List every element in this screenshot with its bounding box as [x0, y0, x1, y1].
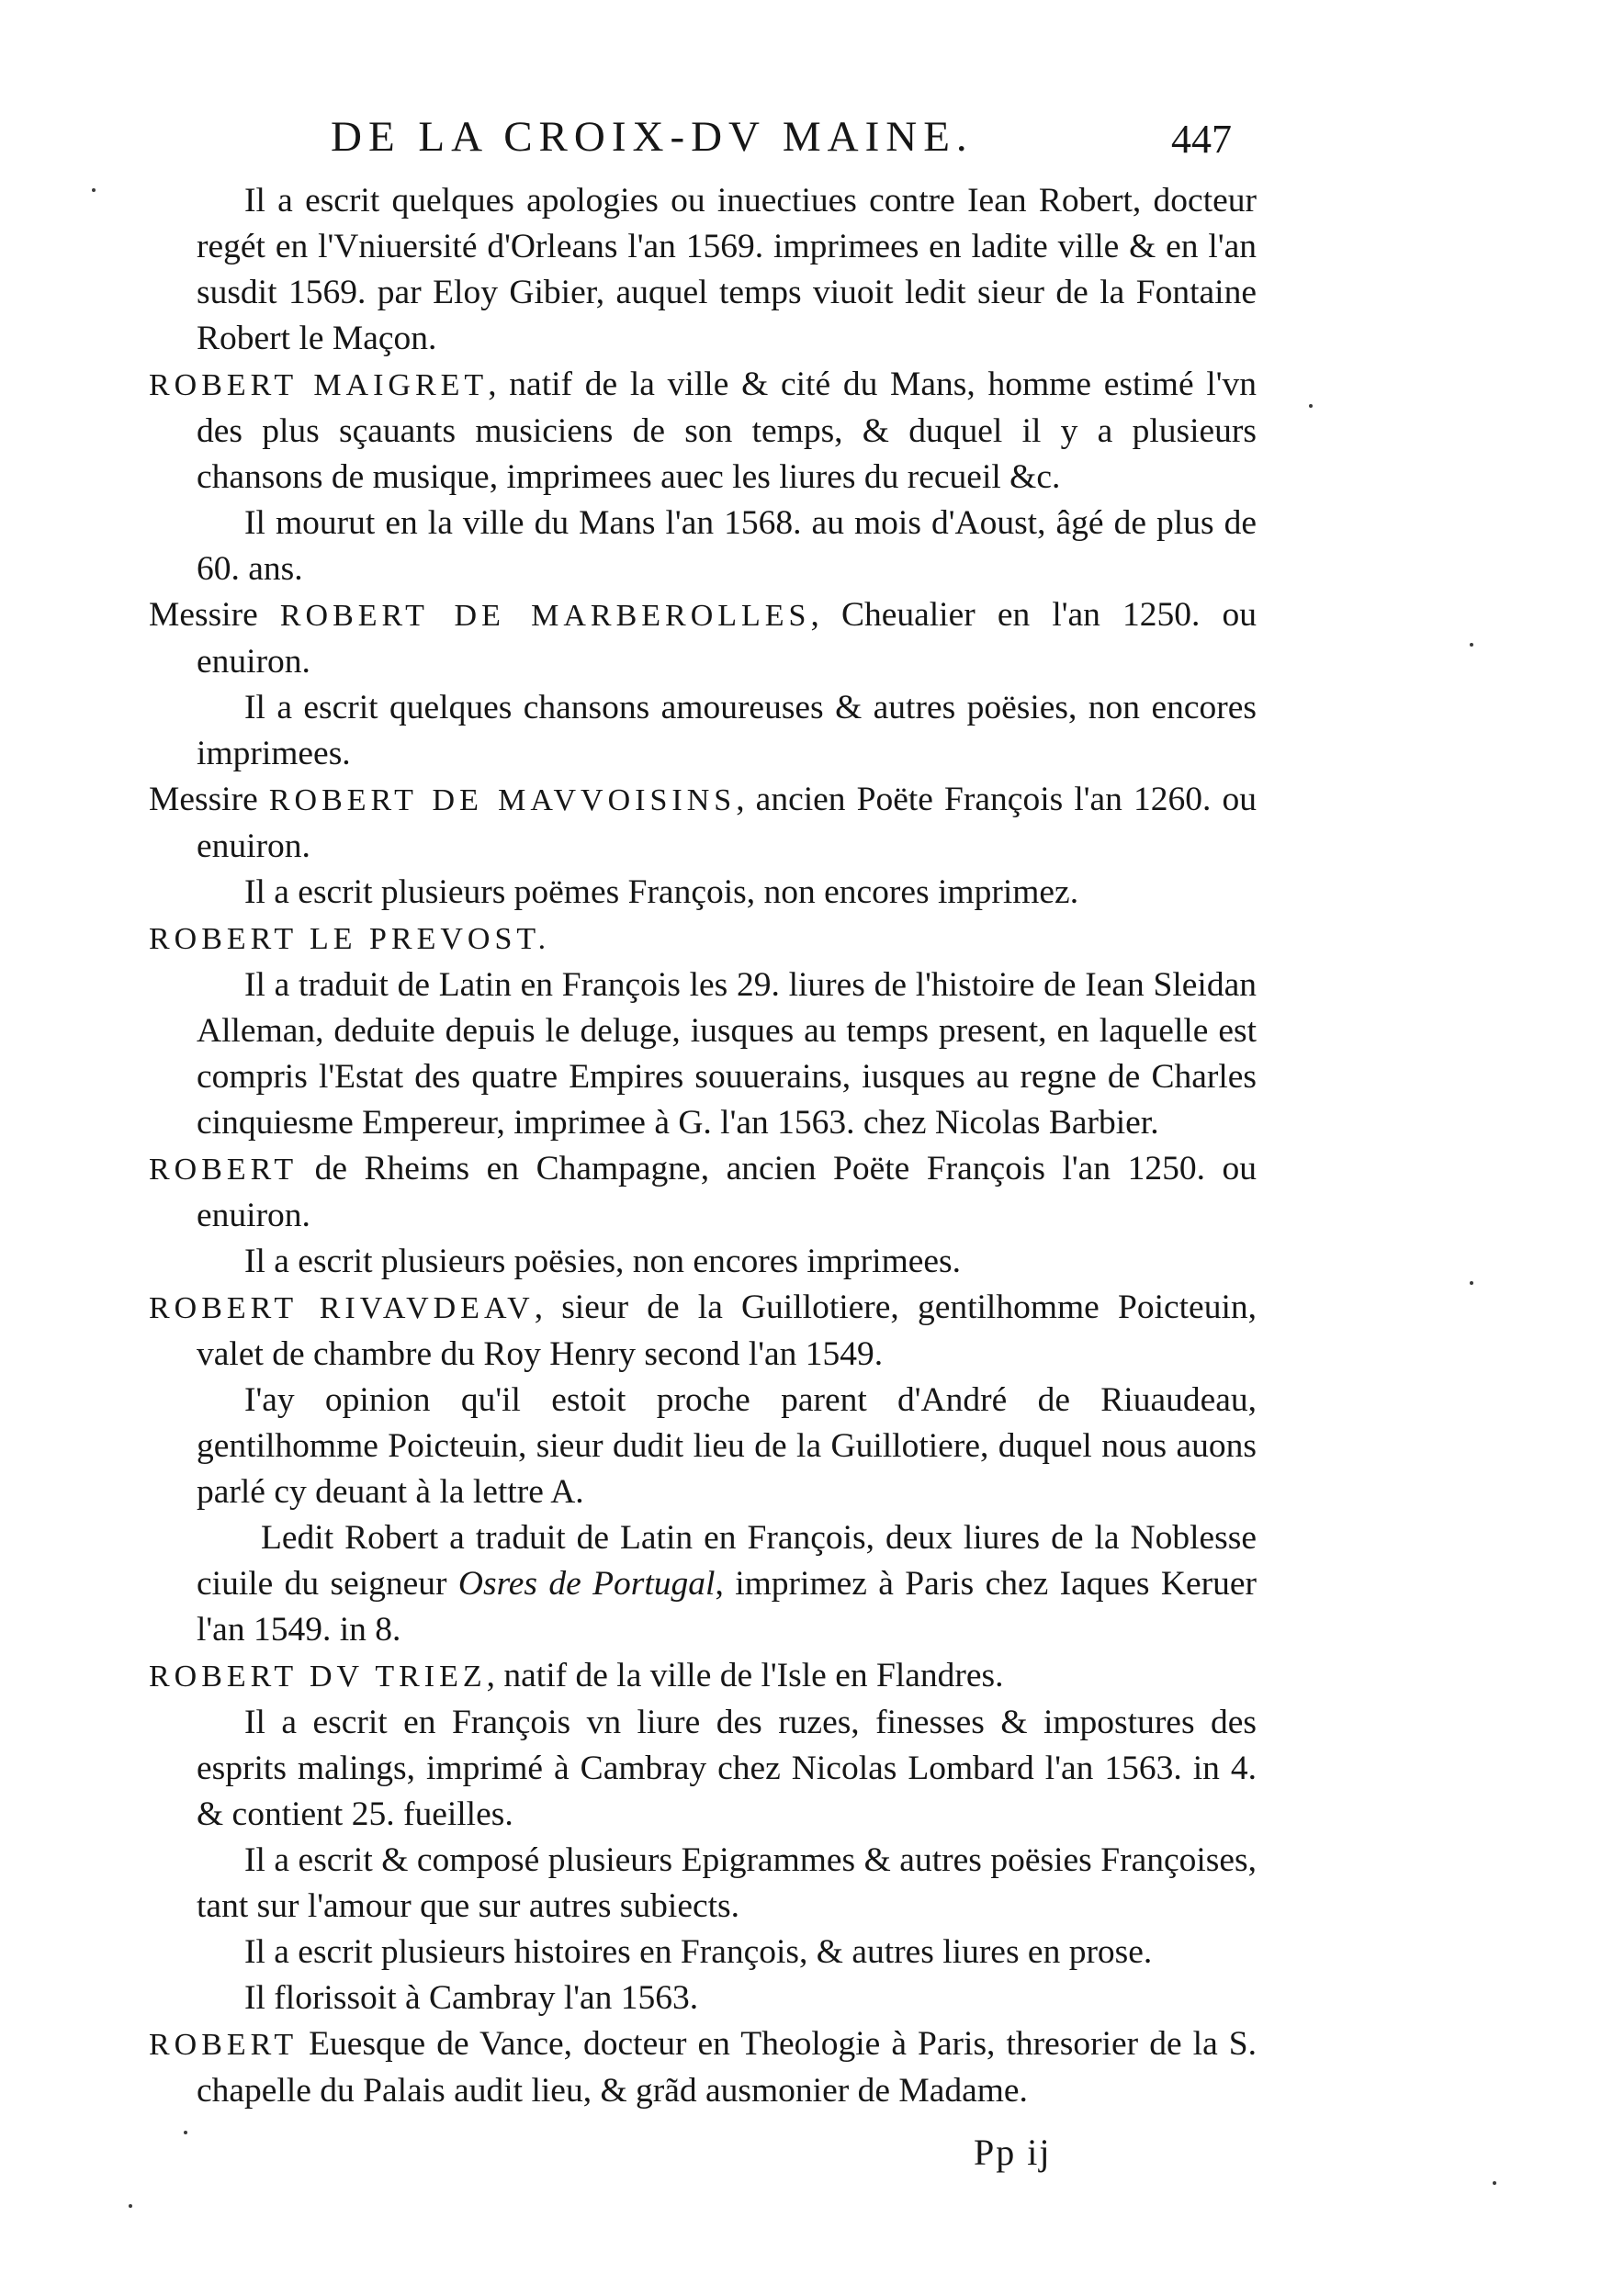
italic-title: Osres de Portugal: [457, 1565, 716, 1603]
paragraph-text: Il a escrit & composé plusieurs Epigrammes & autres poësies Françoises, tant sur l'amour que sur autres subiects.: [197, 1841, 1257, 1925]
paragraph: [149, 1239, 1257, 1285]
ink-speck: [129, 2204, 132, 2208]
page-number: 447: [1171, 117, 1232, 162]
paragraph: [149, 1700, 1257, 1838]
paragraph: [149, 962, 1257, 1146]
entry-prefix: Messire: [149, 596, 280, 634]
ink-speck: [1470, 1281, 1473, 1285]
ink-speck: [92, 188, 96, 192]
page-header: [147, 112, 1268, 186]
paragraph: [149, 501, 1257, 592]
entry-name: ROBERT: [149, 1153, 299, 1187]
paragraph-text: Il a traduit de Latin en François les 29. liures de l'histoire de Iean Sleidan Alleman, deduite depuis le deluge, iusques au temps present, en laquelle est compris l'Estat des quatre Empires souuerains, iusques au regne de Charles cinquiesme Empereur, imprimee à G. l'an 1563. chez Nicolas Barbier.: [197, 966, 1257, 1142]
entry-text: de Rheims en Champagne, ancien Poëte François l'an 1250. ou enuiron.: [197, 1150, 1257, 1234]
paragraph: [149, 1975, 1257, 2021]
paragraph-text: I'ay opinion qu'il estoit proche parent d'André de Riuaudeau, gentilhomme Poicteuin, sieur dudit lieu de la Guillotiere, duquel nous auons parlé cy deuant à la lettre A.: [197, 1381, 1257, 1511]
ink-speck: [1470, 643, 1473, 647]
continuation-paragraph: [149, 178, 1257, 362]
entry-robert-rivavdeav: [149, 1285, 1257, 1378]
paragraph: [149, 870, 1257, 916]
ink-speck: [184, 2131, 187, 2134]
running-head: DE LA CROIX-DV MAINE.: [331, 113, 974, 161]
paragraph: [149, 1378, 1257, 1515]
entry-name: ROBERT RIVAVDEAV: [149, 1291, 535, 1325]
entry-text: , sieur de la Guillotiere, gentilhomme Poicteuin, valet de chambre du Roy Henry second l'an 1549.: [197, 1289, 1257, 1373]
entry-robert-euesque-de-vance: [149, 2021, 1257, 2114]
paragraph-text: Il a escrit plusieurs histoires en François, & autres liures en prose.: [244, 1933, 1153, 1971]
paragraph: [149, 685, 1257, 777]
paragraph: [149, 1838, 1257, 1930]
entry-name: ROBERT LE PREVOST.: [149, 922, 551, 956]
text-block: [149, 178, 1257, 2114]
paragraph-text: Il a escrit en François vn liure des ruzes, finesses & impostures des esprits malings, imprimé à Cambray chez Nicolas Lombard l'an 1563. in 4. & contient 25. fueilles.: [197, 1704, 1257, 1833]
ink-speck: [1309, 404, 1313, 408]
paragraph-text: , imprimez à Paris chez Iaques Keruer l'an 1549. in 8.: [197, 1565, 1257, 1649]
entry-prefix: Messire: [149, 781, 269, 818]
entry-name: ROBERT DE MARBEROLLES: [279, 599, 811, 633]
entry-name: ROBERT DV TRIEZ: [149, 1660, 487, 1694]
paragraph-text: Ledit Robert a traduit de Latin en François, deux liures de la Noblesse ciuile du seigneur: [197, 1519, 1257, 1603]
paragraph: [149, 1515, 1257, 1653]
paragraph-text: Il florissoit à Cambray l'an 1563.: [244, 1979, 699, 2017]
entry-robert-de-marberolles: [149, 592, 1257, 685]
entry-text: , Cheualier en l'an 1250. ou enuiron.: [197, 596, 1257, 681]
signature-mark: Pp ij: [974, 2132, 1052, 2173]
entry-name: ROBERT: [149, 2028, 299, 2062]
entry-text: , natif de la ville de l'Isle en Flandres.: [486, 1657, 1004, 1694]
entry-name: ROBERT MAIGRET: [149, 368, 489, 402]
entry-text: , ancien Poëte François l'an 1260. ou enuiron.: [197, 781, 1257, 865]
paragraph: [149, 1930, 1257, 1975]
paragraph-text: Il a escrit quelques apologies ou inuectiues contre Iean Robert, docteur regét en l'Vniuersité d'Orleans l'an 1569. imprimees en ladite ville & en l'an susdit 1569. par Eloy Gibier, auquel temps viuoit ledit sieur de la Fontaine Robert le Maçon.: [197, 182, 1257, 357]
entry-text: , natif de la ville & cité du Mans, homme estimé l'vn des plus sçauants musiciens de son temps, & duquel il y a plusieurs chansons de musique, imprimees auec les liures du recueil &c.: [197, 366, 1257, 496]
entry-robert-de-mavvoisins: [149, 777, 1257, 870]
paragraph-text: Il mourut en la ville du Mans l'an 1568. au mois d'Aoust, âgé de plus de 60. ans.: [197, 504, 1257, 588]
ink-speck: [1493, 2181, 1496, 2185]
entry-robert-dv-triez: [149, 1653, 1257, 1700]
paragraph-text: Il a escrit plusieurs poëmes François, non encores imprimez.: [244, 873, 1079, 911]
paragraph-text: Il a escrit quelques chansons amoureuses & autres poësies, non encores imprimees.: [197, 689, 1257, 772]
entry-robert-le-prevost: [149, 916, 1257, 962]
entry-robert-de-rheims: [149, 1146, 1257, 1239]
entry-robert-maigret: [149, 362, 1257, 501]
entry-name: ROBERT DE MAVVOISINS: [268, 783, 737, 817]
paragraph-text: Il a escrit plusieurs poësies, non encores imprimees.: [244, 1243, 961, 1280]
entry-text: Euesque de Vance, docteur en Theologie à Paris, thresorier de la S. chapelle du Palais audit lieu, & grãd ausmonier de Madame.: [197, 2025, 1257, 2110]
